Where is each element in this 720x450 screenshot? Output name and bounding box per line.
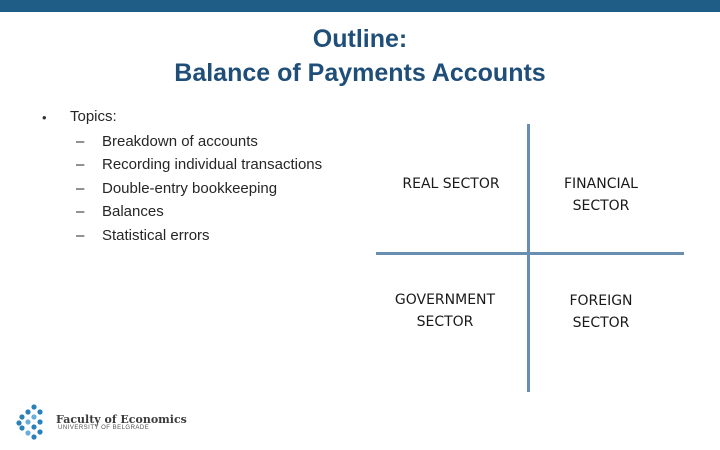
topics-label: Topics: [70, 108, 117, 125]
faculty-logo-icon [16, 404, 52, 440]
list-item-text: Balances [102, 203, 164, 221]
list-item [76, 224, 322, 247]
dash-icon: – [76, 203, 85, 221]
list-item [76, 130, 322, 153]
sector-real [376, 173, 526, 195]
dash-icon: – [76, 133, 85, 150]
list-item-text: Breakdown of accounts [102, 133, 258, 150]
sector-government-line-1: GOVERNMENT [394, 292, 496, 308]
dash-icon: – [76, 156, 85, 174]
sector-foreign [530, 290, 672, 334]
list-item [76, 153, 322, 176]
sector-financial-line-2: SECTOR [572, 198, 630, 214]
list-item-text: Recording individual transactions [102, 156, 323, 174]
quadrant-vertical-divider [527, 124, 530, 392]
sector-foreign-line-1: FOREIGN [569, 293, 633, 309]
title-line-2: Balance of Payments Accounts [174, 59, 546, 87]
bullet-icon: • [42, 110, 47, 125]
logo-subtitle: UNIVERSITY OF BELGRADE [58, 425, 150, 431]
logo-name: Faculty of Economics [56, 413, 187, 426]
sector-government-line-2: SECTOR [416, 314, 474, 330]
sector-foreign-line-2: SECTOR [572, 315, 630, 331]
dash-icon: – [76, 226, 85, 244]
sector-financial [530, 173, 672, 217]
list-item [76, 177, 322, 200]
topics-list [76, 130, 322, 247]
quadrant-horizontal-divider [376, 252, 684, 255]
sector-financial-line-1: FINANCIAL [564, 176, 638, 192]
list-item-text: Statistical errors [102, 226, 210, 244]
slide-title [0, 22, 720, 90]
sector-real-label: REAL SECTOR [402, 176, 500, 192]
list-item-text: Double-entry bookkeeping [102, 179, 278, 197]
sector-government [370, 289, 520, 333]
dash-icon: – [76, 179, 85, 197]
list-item [76, 200, 322, 223]
top-accent-bar [0, 0, 720, 12]
title-line-1: Outline: [312, 25, 408, 53]
